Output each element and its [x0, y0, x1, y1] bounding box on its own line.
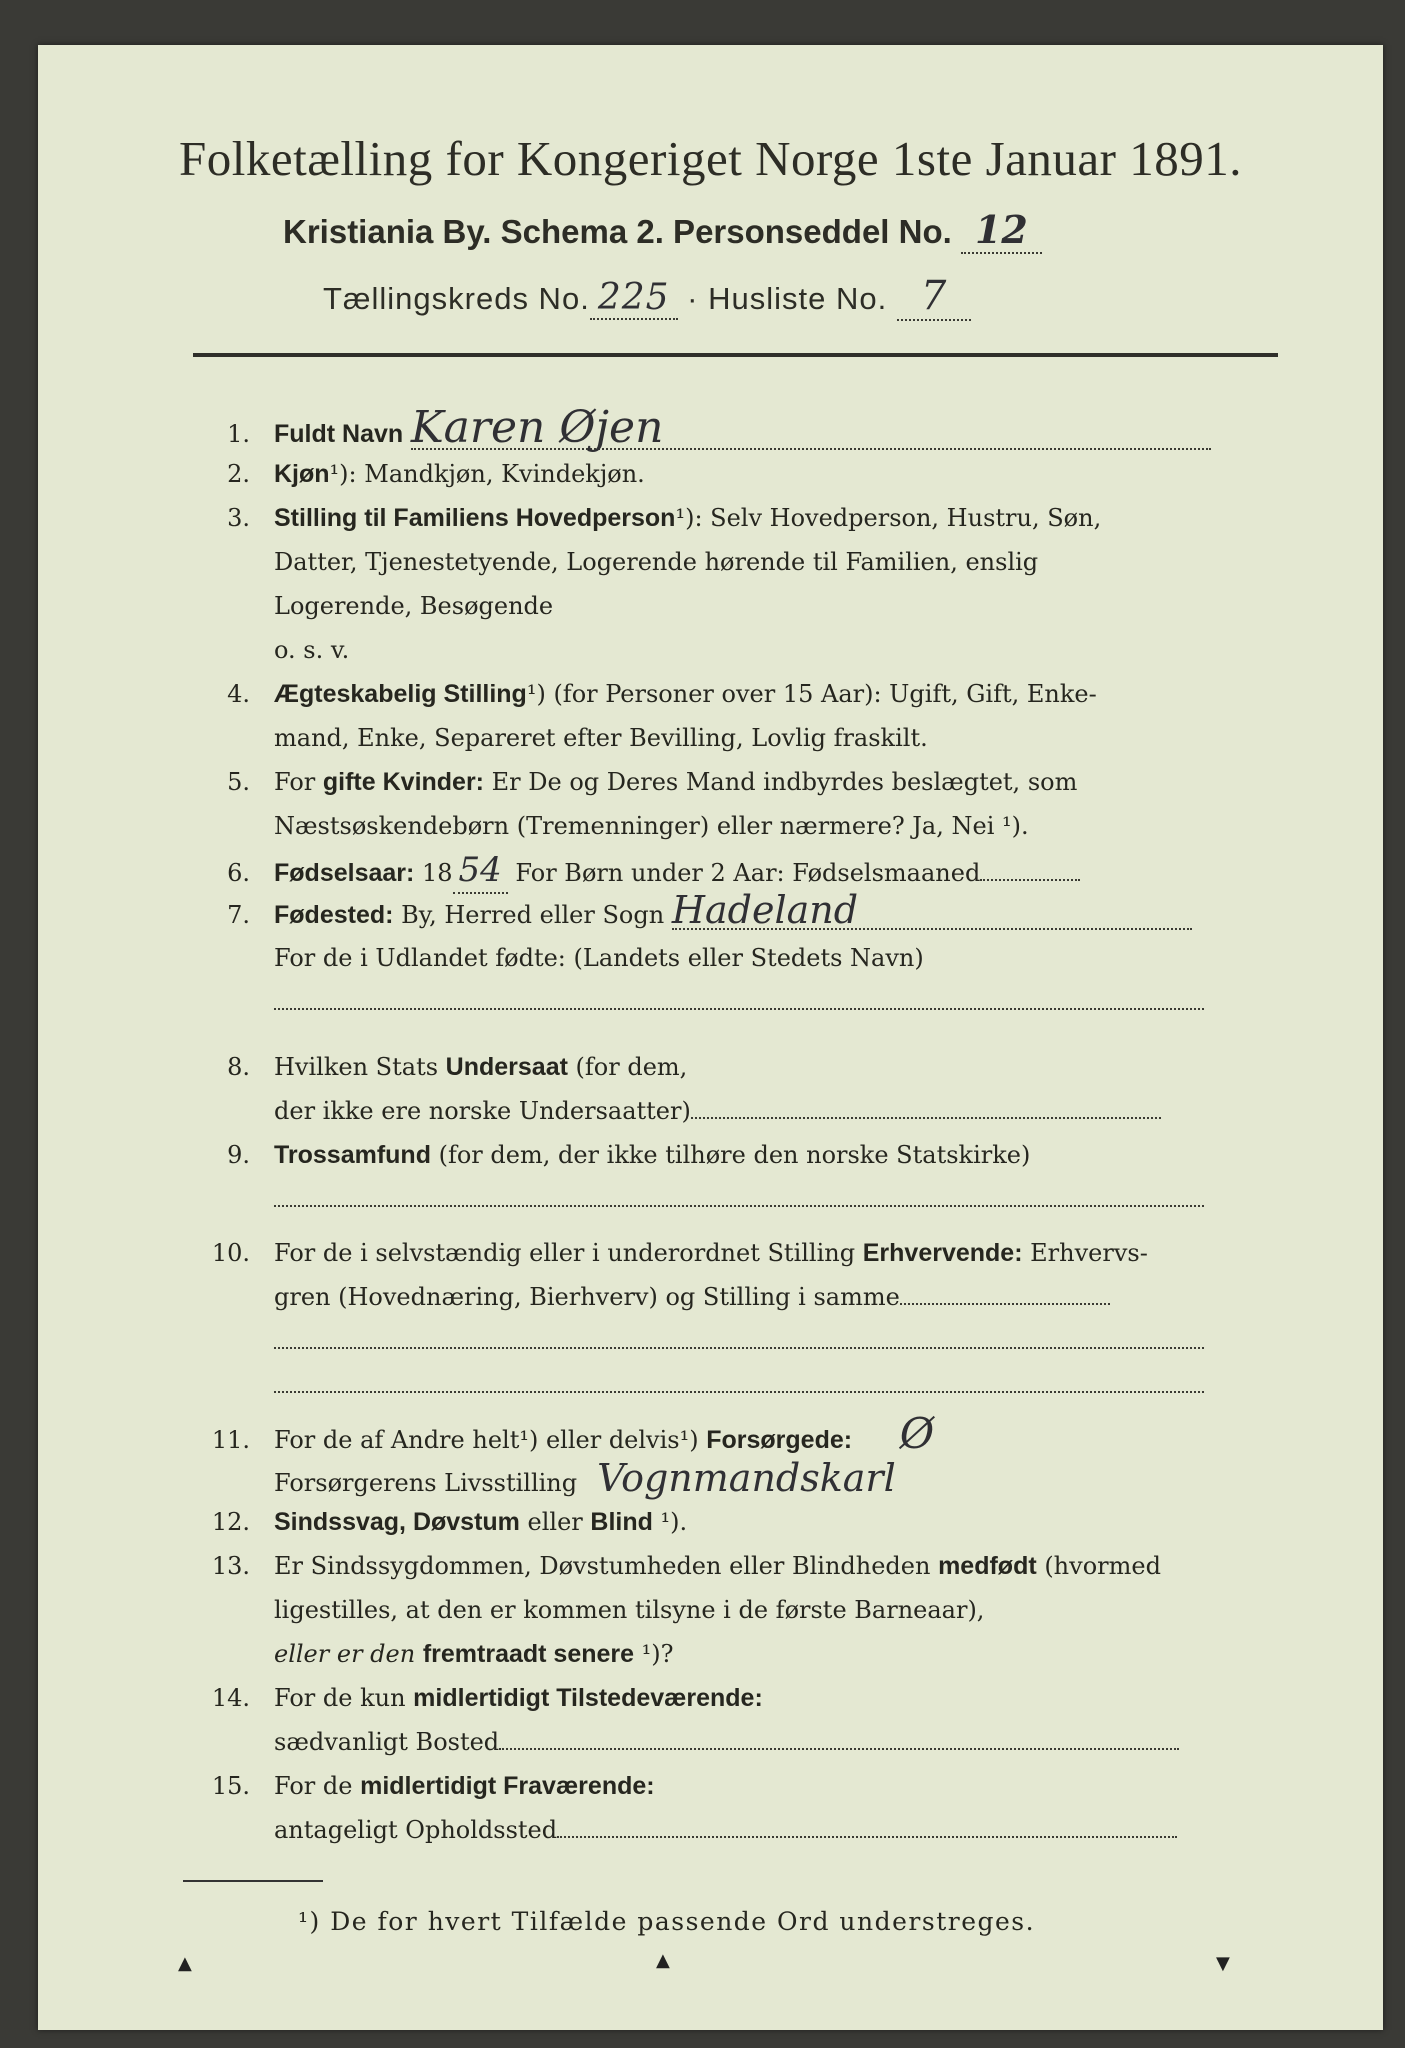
field-13-line3-label: fremtraadt senere [422, 1640, 635, 1668]
field-8-line2-text: der ikke ere norske Undersaatter) [274, 1097, 691, 1125]
field-label-2: Blind [590, 1508, 653, 1536]
field-number: 14. [211, 1684, 250, 1712]
field-label: Trossamfund [274, 1141, 431, 1169]
field-tail: ¹). [652, 1508, 688, 1536]
field-text: ¹): Mandkjøn, Kvindekjøn. [329, 460, 645, 488]
field-10-line2-text: gren (Hovednæring, Bierhverv) og Stilling i samme [274, 1283, 900, 1311]
field-10-occupation [188, 1231, 1288, 1275]
field-15-temporary-absent [188, 1764, 1288, 1808]
field-label: Kjøn [274, 460, 330, 488]
field-5-line2: Næstsøskendebørn (Tremenninger) eller nærmere? Ja, Nei ¹). [274, 812, 1029, 840]
taellingskreds-label: Tællingskreds No. [323, 281, 590, 316]
field-number: 8. [227, 1053, 250, 1081]
field-12-disability [188, 1500, 1288, 1544]
field-text: ¹) (for Personer over 15 Aar): Ugift, Gift, Enke- [526, 680, 1097, 708]
field-text: For Børn under 2 Aar: Fødselsmaaned [507, 859, 981, 887]
registration-mark-center: ▲ [656, 1950, 670, 1971]
field-5-married-women [188, 760, 1288, 804]
field-11-supported [188, 1409, 1288, 1462]
field-pre: For de af Andre helt¹) eller delvis¹) [274, 1426, 707, 1454]
field-number: 12. [211, 1508, 250, 1536]
field-10-line2 [188, 1275, 1374, 1319]
field-pre: Hvilken Stats [274, 1053, 446, 1081]
field-11-line2-text: Forsørgerens Livsstilling [274, 1469, 578, 1497]
religion-blank [274, 1205, 1204, 1207]
field-number: 10. [211, 1239, 250, 1267]
field-9-religion [188, 1133, 1288, 1177]
field-number: 9. [227, 1141, 250, 1169]
field-number: 5. [227, 768, 250, 796]
header-rule [193, 353, 1278, 357]
field-3-line3: Logerende, Besøgende [274, 592, 554, 620]
field-label: Undersaat [445, 1053, 568, 1081]
field-text: Erhvervs- [1022, 1239, 1148, 1267]
field-number: 7. [227, 901, 250, 929]
registration-mark-right: ▼ [1216, 1953, 1230, 1974]
usual-residence-blank [499, 1748, 1179, 1750]
field-pre: For de [274, 1772, 361, 1800]
provider-occupation-value: Vognmandskarl [597, 1456, 896, 1500]
field-label: midlertidigt Fraværende: [360, 1772, 655, 1800]
subtitle-text: Kristiania By. Schema 2. Personseddel No. [283, 213, 952, 250]
field-label: Erhvervende: [862, 1239, 1023, 1267]
field-label: midlertidigt Tilstedeværende: [413, 1684, 763, 1712]
supported-mark: Ø [899, 1409, 935, 1458]
field-14-line2-text: sædvanligt Bosted [274, 1728, 500, 1756]
field-pre: For de kun [274, 1684, 414, 1712]
field-text: eller [519, 1508, 591, 1536]
field-4-line2: mand, Enke, Separeret efter Bevilling, Lovlig fraskilt. [274, 724, 928, 752]
field-label: Ægteskabelig Stilling [274, 680, 527, 708]
field-14-line2 [188, 1720, 1374, 1764]
field-label: Fødested: [274, 901, 394, 929]
field-pre: For [274, 768, 323, 796]
footnote: ¹) De for hvert Tilfælde passende Ord understreges. [298, 1907, 1036, 1936]
field-3-line2: Datter, Tjenestetyende, Logerende hørende til Familien, enslig [274, 548, 1039, 576]
citizenship-blank [691, 1117, 1161, 1119]
field-15-line2 [188, 1808, 1374, 1852]
birthplace-value: Hadeland [672, 892, 1192, 930]
field-label: medfødt [938, 1552, 1037, 1580]
field-pre: For de i selvstændig eller i underordnet Stilling [274, 1239, 863, 1267]
field-number: 11. [211, 1426, 250, 1454]
field-3-line4: o. s. v. [274, 636, 350, 664]
census-form-sheet [38, 45, 1383, 2030]
occupation-blank-2 [274, 1347, 1204, 1349]
form-title: Folketælling for Kongeriget Norge 1ste Januar 1891. [179, 131, 1242, 186]
field-number: 13. [211, 1552, 250, 1580]
birth-month-blank [980, 879, 1080, 881]
occupation-blank [900, 1303, 1110, 1305]
field-3-position [188, 496, 1288, 540]
occupation-blank-3 [274, 1391, 1204, 1393]
field-label: Stilling til Familiens Hovedperson [274, 504, 676, 532]
form-subtitle [283, 207, 1042, 254]
field-text: (hvormed [1036, 1552, 1161, 1580]
field-number: 6. [227, 859, 250, 887]
field-8-line2 [188, 1089, 1374, 1133]
field-pre: Er Sindssygdommen, Døvstumheden eller Blindheden [274, 1552, 939, 1580]
field-13-line3-pre: eller er den [274, 1640, 423, 1668]
field-11-line2 [188, 1456, 1374, 1505]
field-text: ¹): Selv Hovedperson, Hustru, Søn, [675, 504, 1102, 532]
registration-mark-left: ▲ [178, 1953, 192, 1974]
field-number: 15. [211, 1772, 250, 1800]
taellingskreds-number: 225 [590, 277, 678, 320]
field-label: Fødselsaar: [274, 859, 415, 887]
field-number: 1. [227, 420, 250, 448]
field-13-line2: ligestilles, at den er kommen tilsyne i de første Barneaar), [274, 1596, 985, 1624]
field-text: (for dem, [567, 1053, 688, 1081]
footnote-rule [183, 1880, 323, 1882]
field-7-birthplace [188, 888, 1288, 937]
husliste-number: 7 [897, 273, 971, 321]
field-label: Sindssvag, Døvstum [274, 1508, 520, 1536]
field-9-blank [188, 1177, 1374, 1221]
birth-year-value: 54 [453, 848, 508, 894]
field-13-line3-tail: ¹)? [634, 1640, 674, 1668]
husliste-label: · Husliste No. [687, 281, 888, 316]
year-prefix: 18 [414, 859, 453, 887]
foreign-birthplace-blank [274, 1008, 1204, 1010]
field-text: (for dem, der ikke tilhøre den norske Statskirke) [430, 1141, 1031, 1169]
field-number: 4. [227, 680, 250, 708]
field-14-temporary-present [188, 1676, 1288, 1720]
field-1-full-name [188, 402, 1288, 456]
personseddel-number: 12 [961, 207, 1042, 254]
field-text: By, Herred eller Sogn [393, 901, 665, 929]
full-name-value: Karen Øjen [411, 408, 1211, 450]
district-line [323, 273, 971, 321]
field-text: Er De og Deres Mand indbyrdes beslægtet, som [484, 768, 1078, 796]
residence-blank [557, 1836, 1177, 1838]
field-label: gifte Kvinder: [322, 768, 485, 796]
field-number: 2. [227, 460, 250, 488]
field-13-line3 [188, 1632, 1374, 1676]
field-10-blank-a [188, 1319, 1374, 1363]
field-number: 3. [227, 504, 250, 532]
field-15-line2-text: antageligt Opholdssted [274, 1816, 558, 1844]
field-2-sex [188, 452, 1288, 496]
field-label: Fuldt Navn [274, 420, 404, 448]
field-7-line2: For de i Udlandet fødte: (Landets eller Stedets Navn) [274, 944, 924, 972]
field-13-congenital [188, 1544, 1288, 1588]
field-4-marital [188, 672, 1288, 716]
field-10-blank-b [188, 1363, 1374, 1407]
field-7-blank [188, 980, 1374, 1024]
field-label: Forsørgede: [706, 1426, 853, 1454]
field-8-citizenship [188, 1045, 1288, 1089]
